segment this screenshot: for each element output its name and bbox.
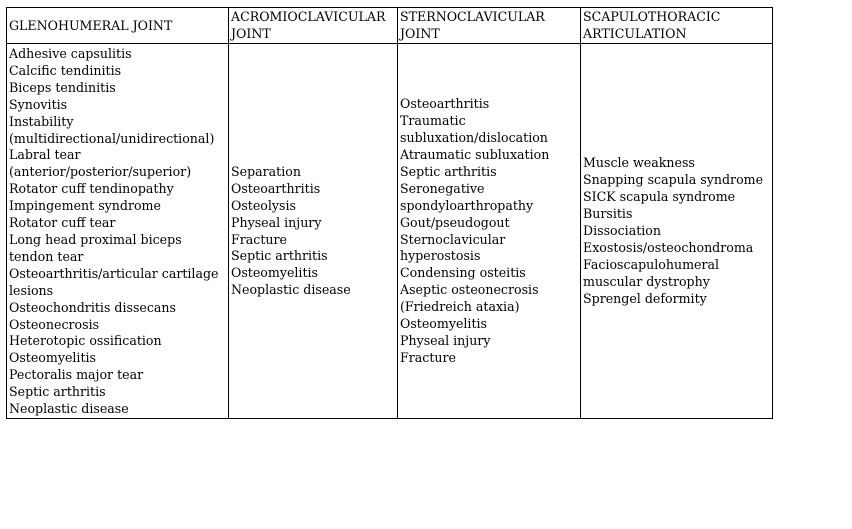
list-item: Synovitis — [9, 96, 68, 112]
list-item: Sprengel deformity — [583, 290, 707, 306]
list-item: Adhesive capsulitis — [9, 46, 132, 61]
list-item: Gout/pseudogout — [400, 214, 510, 230]
list-item: Condensing osteitis — [400, 265, 526, 281]
list-item: (Friedreich ataxia) — [400, 299, 520, 315]
list-item: Osteochondritis dissecans — [9, 299, 177, 315]
list-item: subluxation/dislocation — [400, 130, 548, 146]
list-item: Biceps tendinitis — [9, 79, 116, 95]
header-acromioclavicular-joint: ACROMIOCLAVICULAR JOINT — [229, 8, 398, 44]
list-item: Fracture — [231, 231, 287, 247]
cell-acromioclavicular-conditions — [229, 44, 398, 419]
header-scapulothoracic-articulation: SCAPULOTHORACIC ARTICULATION — [581, 8, 773, 44]
cell-scapulothoracic-conditions — [581, 44, 773, 419]
list-item: Osteoarthritis — [400, 96, 490, 112]
list-item: Dissociation — [583, 223, 662, 239]
list-item: Osteomyelitis — [9, 350, 97, 366]
list-item: lesions — [9, 282, 54, 298]
list-item: Snapping scapula syndrome — [583, 172, 764, 188]
list-item: spondyloarthropathy — [400, 197, 534, 213]
list-item: Osteomyelitis — [400, 316, 488, 332]
condition-list — [9, 46, 226, 418]
list-item: Instability — [9, 113, 74, 129]
list-item: Osteoarthritis — [231, 180, 321, 196]
list-item: Physeal injury — [231, 214, 322, 230]
list-item: muscular dystrophy — [583, 273, 710, 289]
list-item: Impingement syndrome — [9, 198, 161, 214]
list-item: Septic arthritis — [231, 248, 328, 264]
header-glenohumeral-joint: GLENOHUMERAL JOINT — [7, 8, 229, 44]
list-item: Osteomyelitis — [231, 265, 319, 281]
list-item: hyperostosis — [400, 248, 481, 264]
list-item: Separation — [231, 163, 301, 179]
list-item: Atraumatic subluxation — [400, 146, 550, 162]
list-item: Calcific tendinitis — [9, 62, 122, 78]
list-item: Physeal injury — [400, 332, 491, 348]
list-item: Facioscapulohumeral — [583, 256, 720, 272]
list-item: Neoplastic disease — [9, 401, 129, 417]
list-item: Pectoralis major tear — [9, 367, 144, 383]
shoulder-joint-disorders-table — [6, 7, 773, 419]
list-item: Osteonecrosis — [9, 316, 100, 332]
header-sternoclavicular-joint: STERNOCLAVICULAR JOINT — [398, 8, 581, 44]
list-item: Exostosis/osteochondroma — [583, 239, 754, 255]
list-item: Septic arthritis — [9, 384, 106, 400]
list-item: Sternoclavicular — [400, 231, 506, 247]
cell-glenohumeral-conditions — [7, 44, 229, 419]
list-item: SICK scapula syndrome — [583, 189, 736, 205]
list-item: Aseptic osteonecrosis — [400, 282, 539, 298]
list-item: Long head proximal biceps — [9, 231, 182, 247]
table-header-row — [7, 8, 773, 44]
condition-list — [583, 155, 770, 307]
list-item: Septic arthritis — [400, 163, 497, 179]
list-item: Heterotopic ossification — [9, 333, 162, 349]
list-item: Osteoarthritis/articular cartilage — [9, 265, 219, 281]
condition-list — [400, 96, 578, 367]
condition-list — [231, 164, 395, 299]
table-row — [7, 44, 773, 419]
list-item: Rotator cuff tear — [9, 215, 116, 231]
list-item: Bursitis — [583, 206, 633, 222]
list-item: tendon tear — [9, 248, 84, 264]
list-item: Neoplastic disease — [231, 282, 351, 298]
list-item: (multidirectional/unidirectional) — [9, 130, 215, 146]
list-item: Osteolysis — [231, 197, 296, 213]
list-item: Fracture — [400, 349, 456, 365]
list-item: Labral tear — [9, 147, 81, 163]
cell-sternoclavicular-conditions — [398, 44, 581, 419]
list-item: Traumatic — [400, 113, 466, 129]
list-item: Muscle weakness — [583, 155, 695, 171]
list-item: (anterior/posterior/superior) — [9, 164, 192, 180]
list-item: Rotator cuff tendinopathy — [9, 181, 174, 197]
list-item: Seronegative — [400, 180, 485, 196]
